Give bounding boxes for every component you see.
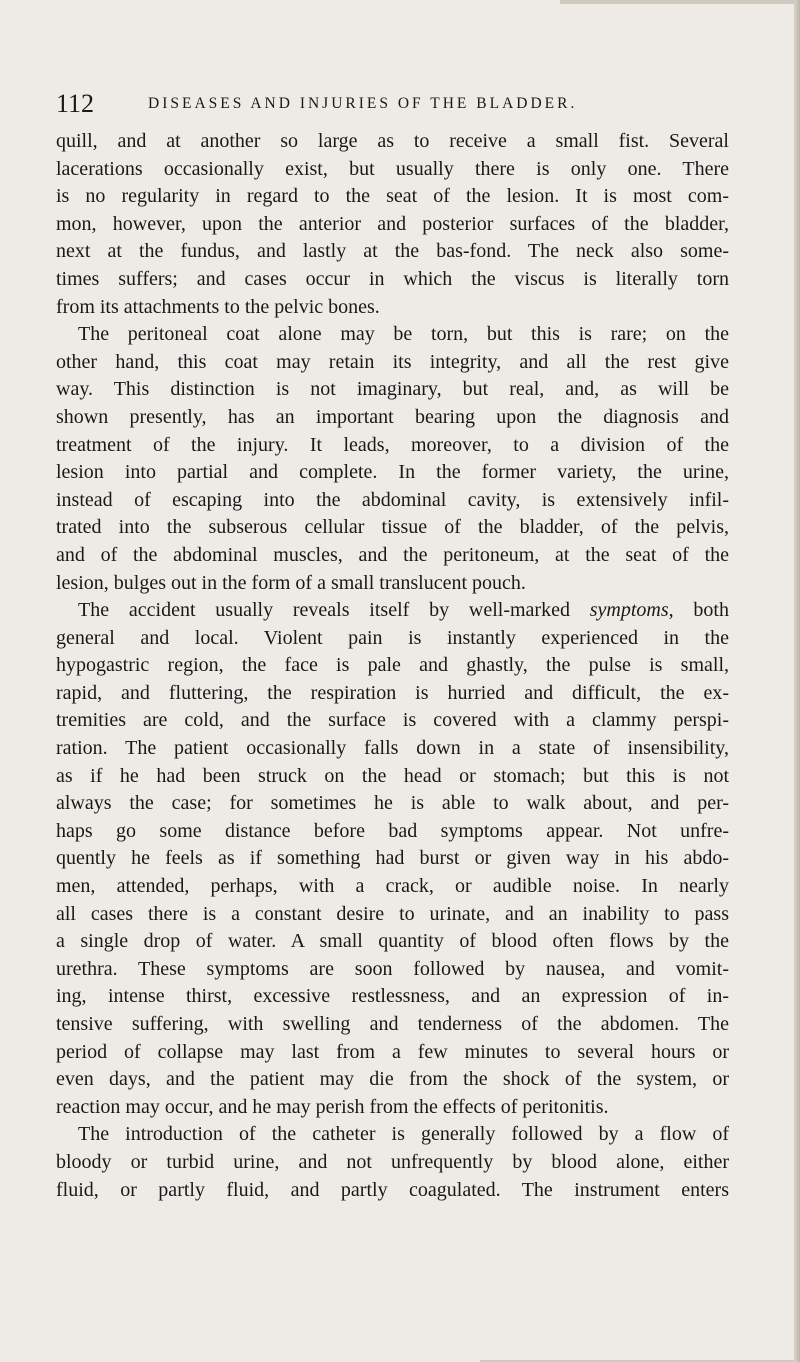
paragraph-end-line: from its attachments to the pelvic bones. xyxy=(56,295,380,318)
text-line: quently he feels as if something had burst or given way in his abdo- xyxy=(56,847,729,870)
text-line: general and local. Violent pain is instantly experienced in the xyxy=(56,626,729,649)
paragraph-start-line: The introduction of the catheter is generally followed by a flow of xyxy=(78,1123,729,1146)
text-line: ing, intense thirst, excessive restlessness, and an expression of in- xyxy=(56,985,729,1008)
text-line: way. This distinction is not imaginary, but real, and, as will be xyxy=(56,378,729,401)
text-line: fluid, or partly fluid, and partly coagulated. The instrument enters xyxy=(56,1178,729,1201)
running-title: DISEASES AND INJURIES OF THE BLADDER. xyxy=(148,95,578,112)
emphasis-symptoms: symptoms xyxy=(589,599,669,622)
text-line: rapid, and fluttering, the respiration is hurried and difficult, the ex- xyxy=(56,681,729,704)
text-line: other hand, this coat may retain its integrity, and all the rest give xyxy=(56,350,729,373)
text-line: even days, and the patient may die from the shock of the system, or xyxy=(56,1068,729,1091)
text-line: a single drop of water. A small quantity of blood often flows by the xyxy=(56,930,729,953)
text-line: quill, and at another so large as to receive a small fist. Several xyxy=(56,130,729,152)
text-line: always the case; for sometimes he is able to walk about, and per- xyxy=(56,792,729,815)
line-text: The accident usually reveals itself by well-marked xyxy=(78,599,590,622)
page-edge xyxy=(794,0,800,1362)
text-line: urethra. These symptoms are soon followed by nausea, and vomit- xyxy=(56,957,729,980)
running-header xyxy=(56,88,756,120)
text-line: is no regularity in regard to the seat of the lesion. It is most com- xyxy=(56,185,729,208)
text-line: shown presently, has an important bearing upon the diagnosis and xyxy=(56,405,729,428)
text-line: period of collapse may last from a few minutes to several hours or xyxy=(56,1040,729,1063)
text-line: ration. The patient occasionally falls down in a state of insensibility, xyxy=(56,737,729,760)
text-line: and of the abdominal muscles, and the peritoneum, at the seat of the xyxy=(56,543,729,566)
text-line: haps go some distance before bad symptoms appear. Not unfre- xyxy=(56,819,729,842)
body-text xyxy=(56,128,729,1204)
text-line: trated into the subserous cellular tissue of the bladder, of the pelvis, xyxy=(56,516,729,539)
page-number: 112 xyxy=(56,89,95,118)
text-line: lacerations occasionally exist, but usually there is only one. There xyxy=(56,157,729,180)
line-text: , both xyxy=(668,599,729,622)
text-line: bloody or turbid urine, and not unfrequently by blood alone, either xyxy=(56,1150,729,1173)
text-line: next at the fundus, and lastly at the bas-fond. The neck also some- xyxy=(56,240,729,263)
page-top-shadow xyxy=(560,0,794,4)
text-line: men, attended, perhaps, with a crack, or audible noise. In nearly xyxy=(56,875,729,898)
text-line: times suffers; and cases occur in which the viscus is literally torn xyxy=(56,267,729,290)
text-line: tremities are cold, and the surface is covered with a clammy perspi- xyxy=(56,709,729,732)
text-line: treatment of the injury. It leads, moreover, to a division of the xyxy=(56,433,729,456)
paragraph-start-line xyxy=(56,597,729,625)
paragraph-start-line: The peritoneal coat alone may be torn, but this is rare; on the xyxy=(78,323,729,346)
text-line: instead of escaping into the abdominal cavity, is extensively infil- xyxy=(56,488,729,511)
paragraph-end-line: lesion, bulges out in the form of a small translucent pouch. xyxy=(56,571,526,594)
text-line: as if he had been struck on the head or stomach; but this is not xyxy=(56,764,729,787)
text-line: tensive suffering, with swelling and tenderness of the abdomen. The xyxy=(56,1013,729,1035)
text-line: hypogastric region, the face is pale and ghastly, the pulse is small, xyxy=(56,654,729,677)
text-line: mon, however, upon the anterior and posterior surfaces of the bladder, xyxy=(56,212,729,235)
text-line: all cases there is a constant desire to urinate, and an inability to pass xyxy=(56,902,729,925)
paragraph-end-line: reaction may occur, and he may perish from the effects of peritonitis. xyxy=(56,1095,609,1118)
text-line: lesion into partial and complete. In the former variety, the urine, xyxy=(56,461,729,484)
